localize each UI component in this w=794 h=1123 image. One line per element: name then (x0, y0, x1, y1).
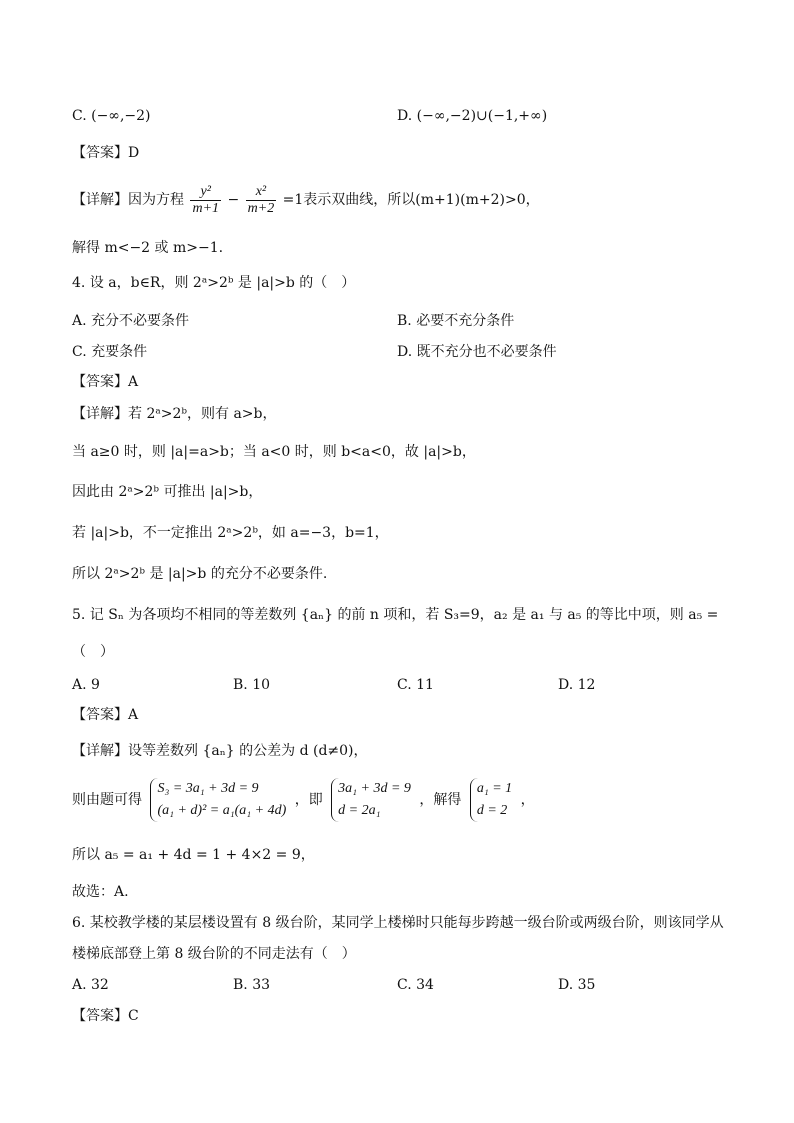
q3-choice-d: D. (−∞,−2)∪(−1,+∞) (397, 108, 548, 124)
q5-sys-prefix: 则由题可得 (72, 792, 142, 808)
q3-minus: − (227, 192, 240, 208)
q5-sys2-row2: d = 2a₁ (338, 803, 381, 818)
q5-choice-d: D. 12 (558, 677, 596, 693)
q4-choice-d: D. 既不充分也不必要条件 (397, 344, 557, 360)
q5-sys3-row1: a₁ = 1 (476, 781, 513, 796)
q6-question-line2: 楼梯底部登上第 8 级台阶的不同走法有（ ） (72, 946, 356, 962)
q3-fraction-1 (190, 184, 221, 217)
q5-choice-b: B. 10 (233, 677, 271, 693)
q4-detail-line5: 所以 2ᵃ>2ᵇ 是 |a|>b 的充分不必要条件. (72, 566, 328, 582)
q4-detail-line4: 若 |a|>b，不一定推出 2ᵃ>2ᵇ，如 a=−3，b=1， (72, 525, 389, 541)
q5-detail-line3: 所以 a₅ = a₁ + 4d = 1 + 4×2 = 9， (72, 847, 315, 863)
q4-choice-a: A. 充分不必要条件 (72, 313, 190, 329)
q5-sys3-row2: d = 2 (476, 803, 508, 818)
q3-frac2-den: m+2 (247, 200, 275, 216)
q5-question-line1: 5. 记 Sₙ 为各项均不相同的等差数列 {aₙ} 的前 n 项和，若 S₃=9，a₂ 是 a₁ 与 a₅ 的等比中项，则 a₅ = (72, 607, 719, 623)
q6-choice-d: D. 35 (558, 977, 596, 993)
q3-frac1-num: y² (190, 184, 221, 201)
q5-detail-line1: 【详解】设等差数列 {aₙ} 的公差为 d (d≠0)， (72, 743, 368, 759)
q5-detail-line4: 故选：A. (72, 884, 129, 900)
q5-choice-a: A. 9 (72, 677, 100, 693)
q5-sys-mid1: ，即 (294, 792, 323, 808)
q4-choice-b: B. 必要不充分条件 (397, 313, 515, 329)
q6-choice-c: C. 34 (397, 977, 434, 993)
q4-question: 4. 设 a，b∈R，则 2ᵃ>2ᵇ 是 |a|>b 的（ ） (72, 275, 356, 291)
q3-frac1-den: m+1 (192, 200, 220, 216)
q3-fraction-2 (246, 184, 277, 217)
q5-sys1-row2: (a₁ + d)² = a₁(a₁ + 4d) (157, 803, 287, 818)
q6-choice-b: B. 33 (233, 977, 271, 993)
q5-system-2 (331, 778, 411, 822)
q3-frac2-num: x² (246, 184, 277, 201)
q3-detail-mid: =1表示双曲线，所以(m+1)(m+2)>0， (282, 192, 540, 208)
q4-detail-line2: 当 a≥0 时，则 |a|=a>b；当 a<0 时，则 b<a<0，故 |a|>b， (72, 444, 476, 460)
q3-solve: 解得 m<−2 或 m>−1. (72, 240, 224, 256)
q3-choice-c: C. (−∞,−2) (72, 108, 151, 124)
q4-detail-line3: 因此由 2ᵃ>2ᵇ 可推出 |a|>b， (72, 484, 263, 500)
q5-choice-c: C. 11 (397, 677, 434, 693)
q4-detail-line1: 【详解】若 2ᵃ>2ᵇ，则有 a>b， (72, 406, 277, 422)
q5-question-line2: （ ） (72, 644, 114, 660)
q4-choice-c: C. 充要条件 (72, 344, 148, 360)
q5-answer: 【答案】A (72, 707, 139, 723)
q3-detail (72, 180, 540, 220)
q6-answer: 【答案】C (72, 1008, 139, 1024)
q5-sys-end: ， (520, 792, 535, 808)
q6-choice-a: A. 32 (72, 977, 109, 993)
q3-answer: 【答案】D (72, 145, 140, 161)
q5-sys2-row1: 3a₁ + 3d = 9 (338, 781, 411, 796)
q6-question-line1: 6. 某校教学楼的某层楼设置有 8 级台阶，某同学上楼梯时只能每步跨越一级台阶或两级台阶，则该同学从 (72, 915, 724, 931)
q5-system-3 (470, 778, 512, 822)
q5-sys1-row1: S₃ = 3a₁ + 3d = 9 (157, 781, 259, 796)
q5-system-1 (150, 778, 286, 822)
q5-sys-mid2: ，解得 (419, 792, 462, 808)
q3-detail-prefix: 【详解】因为方程 (72, 192, 184, 208)
q4-answer: 【答案】A (72, 374, 139, 390)
q5-systems (72, 776, 535, 824)
